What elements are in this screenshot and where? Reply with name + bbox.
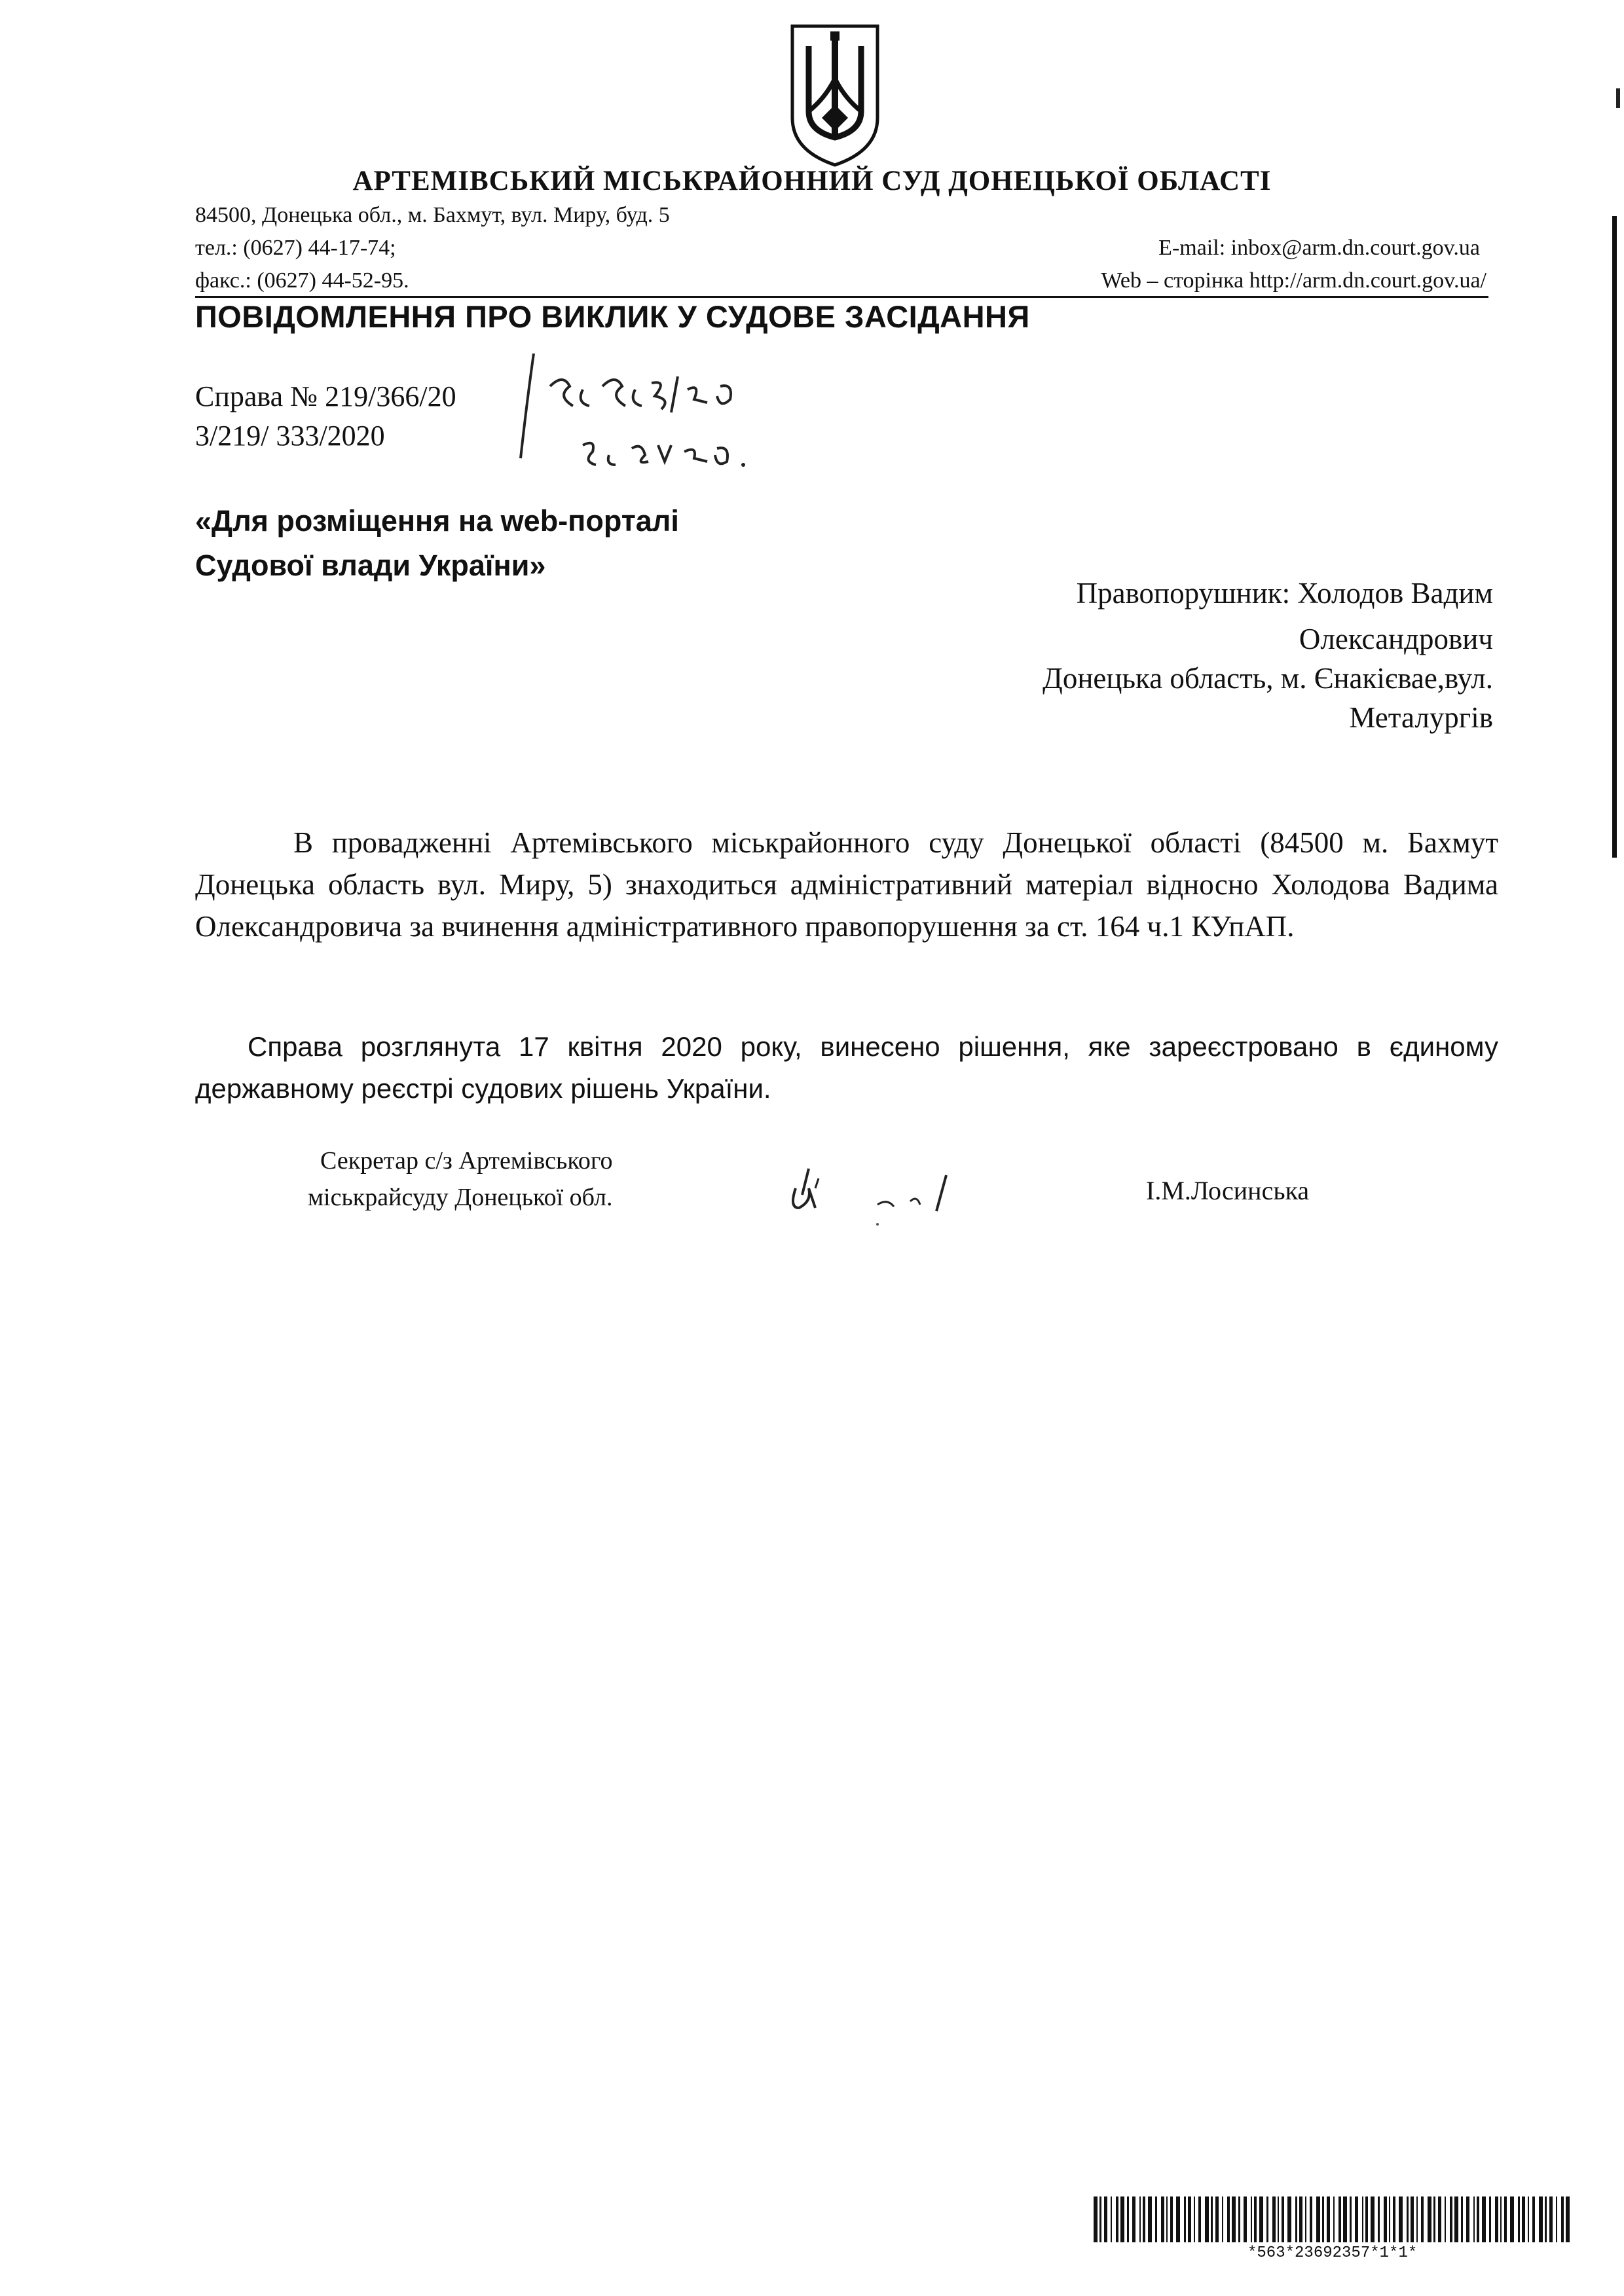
signatory-title-line1: Секретар с/з Артемівського bbox=[320, 1147, 613, 1175]
recipient-line1: Правопорушник: Холодов Вадим bbox=[1076, 577, 1493, 610]
proceeding-number: 3/219/ 333/2020 bbox=[195, 420, 385, 452]
case-number: Справа № 219/366/20 bbox=[195, 380, 456, 412]
portal-note-line2: Судової влади України» bbox=[195, 549, 546, 582]
court-web: Web – сторінка http://arm.dn.court.gov.ua/ bbox=[1101, 268, 1486, 293]
court-email: E-mail: inbox@arm.dn.court.gov.ua bbox=[1158, 236, 1480, 260]
court-fax: факс.: (0627) 44-52-95. bbox=[195, 268, 409, 293]
scan-edge-dot bbox=[1616, 88, 1620, 108]
barcode-text: *563*23692357*1*1* bbox=[1247, 2244, 1418, 2262]
signatory-name: І.М.Лосинська bbox=[1146, 1176, 1310, 1205]
notice-title: ПОВІДОМЛЕННЯ ПРО ВИКЛИК У СУДОВЕ ЗАСІДАННЯ bbox=[195, 299, 1030, 334]
recipient-line4: Металургів bbox=[1349, 701, 1493, 734]
body-paragraph-1: В провадженні Артемівського міськрайонного суду Донецької області (84500 м. Бахмут Донецька область вул. Миру, 5) знаходиться адміністративний матеріал відносно Холодова Вадима Олександровича за вчинення адміністративного правопорушення за ст. 164 ч.1 КУпАП. bbox=[195, 826, 1498, 943]
ukraine-trident-emblem-icon bbox=[786, 20, 884, 170]
court-name: АРТЕМІВСЬКИЙ МІСЬКРАЙОННИЙ СУД ДОНЕЦЬКОЇ ОБЛАСТІ bbox=[352, 166, 1272, 196]
recipient-line3: Донецька область, м. Єнакієвае,вул. bbox=[1043, 662, 1493, 695]
signatory-title bbox=[308, 1142, 613, 1216]
scan-edge-mark bbox=[1612, 216, 1617, 858]
handwritten-note bbox=[511, 347, 786, 498]
recipient-line2: Олександрович bbox=[1299, 623, 1493, 655]
court-address: 84500, Донецька обл., м. Бахмут, вул. Миру, буд. 5 bbox=[195, 203, 670, 227]
court-phone: тел.: (0627) 44-17-74; bbox=[195, 236, 396, 260]
body-paragraph-2: Справа розглянута 17 квітня 2020 року, винесено рішення, яке зареєстровано в єдиному державному реєстрі судових рішень України. bbox=[195, 1031, 1498, 1104]
handwritten-signature bbox=[779, 1156, 995, 1234]
signatory-title-line2: міськрайсуду Донецької обл. bbox=[308, 1184, 613, 1211]
header-divider bbox=[195, 296, 1488, 298]
portal-note-line1: «Для розміщення на web-порталі bbox=[195, 504, 679, 538]
barcode-icon bbox=[1094, 2196, 1572, 2242]
